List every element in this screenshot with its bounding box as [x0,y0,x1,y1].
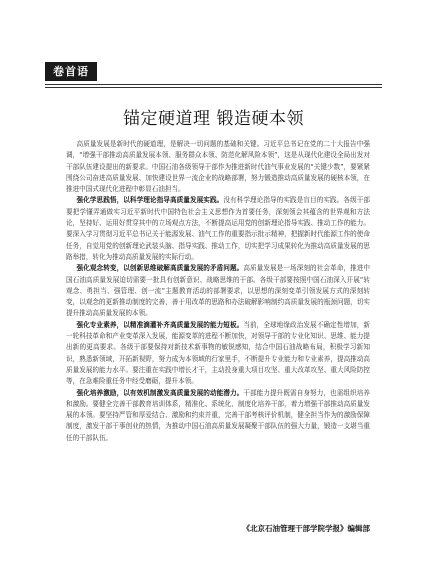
paragraph-lead: 强化专业素养，以精准滴灌补齐高质量发展的能力短板。 [76,320,244,329]
paragraph [66,320,370,388]
header-rule-bottom [45,87,382,88]
paragraph-text: 没有科学理论指导的实践是盲目的实践。各级干部要把学懂弄通做实习近平新时代中国特色社会主义思想作为首要任务，深刻领会其蕴含的世界观和方法论，坚持好、运用好贯穿其中的立场观点方法，不断提高运用党的创新理论指导实践、推动工作的能力。要深入学习贯彻习近平总书记关于能源发展、油气工作的重要指示批示精神，把握新时代能源工作的使命任务，自觉用党的创新理论武装头脑、指导实践、推动工作，切实把学习成果转化为推动高质量发展的思路举措，转化为推动高质量发展的实际行动。 [66,196,370,261]
article-body [66,139,370,444]
paragraph-lead: 强化学思践悟，以科学理论指导高质量发展实践。 [76,196,224,205]
paragraph-lead: 强化观念转变，以创新思维破解高质量发展的矛盾问题。 [76,264,244,273]
paragraph-text: 高质量发展是新时代的硬道理，是解决一切问题的基础和关键。习近平总书记在党的二十大报告中强调，“增强干部推动高质量发展本领、服务群众本领、防范化解风险本领”，这是从现代化建设全局出发对干部队伍建设提出的新要求。中国石油各级领导干部作为推进新时代油气事业发展的“关键少数”，要紧紧围绕公司奋进高质量发展、加快建设世界一流企业的战略部署，努力锻造推动高质量发展的硬核本领，在推进中国式现代化进程中彰显石油担当。 [66,140,370,194]
paragraph [66,263,370,319]
paragraph-text: 当前，全球地缘政治发展不确定性增加，新一轮科技革命和产业变革深入发展，能源变革的进程不断加快，对领导干部的专业化知识、思维、能力提出新的更高要求。各级干部要保持对新技术新事物的敏锐感知，结合中国石油战略布局，积极学习新知识，熟悉新领域，开拓新视野，努力成为本领域的行家里手，不断提升专业能力和专业素养，提高推动高质量发展的能力水平。要注重在实践中增长才干，主动投身重大项目攻坚、重大改革攻坚、重大风险防控等，在急难险重任务中经受磨砺，提升本领。 [66,320,371,386]
paragraph [66,139,370,195]
paragraph [66,195,370,263]
section-tag: 卷首语 [45,62,97,81]
paragraph [66,388,370,444]
paragraph-lead: 强化培养激励，以有效机制激发高质量发展的动能潜力。 [76,388,244,397]
paragraph-text: 高质量发展是一场深刻的社会革命，推进中国石油高质量发展迫切需要一批具有创新意识、战略思维的干部。各级干部要按照中国石油深入开展“转观念、勇担当、强管理、创一流”主题教育活动的部署要求，以思想的深刻变革引领发展方式的深刻转变，以观念的更新推动制度的完善，善于用改革的思路和办法破解影响制约高质量发展的瓶颈问题，切实提升推动高质量发展的本领。 [66,264,371,318]
signature: 《北京石油管理干部学院学报》编辑部 [242,524,370,533]
article-title: 锚定硬道理 锻造硬本领 [123,109,304,129]
header-rule-top [45,84,382,85]
paragraph-text: 干部能力提升既需自身努力，也需组织培养和激励。要健全完善干部教育培训体系，精准化、系统化、制度化培养干部，着力增强干部推动高质量发展的本领。要坚持严管和厚爱结合、激励和约束并重，完善干部考核评价机制，健全担当作为的激励保障制度，激发干部干事创业的热情，为推动中国石油高质量发展凝聚干部队伍的强大力量，锻造一支堪当重任的干部队伍。 [66,388,371,442]
